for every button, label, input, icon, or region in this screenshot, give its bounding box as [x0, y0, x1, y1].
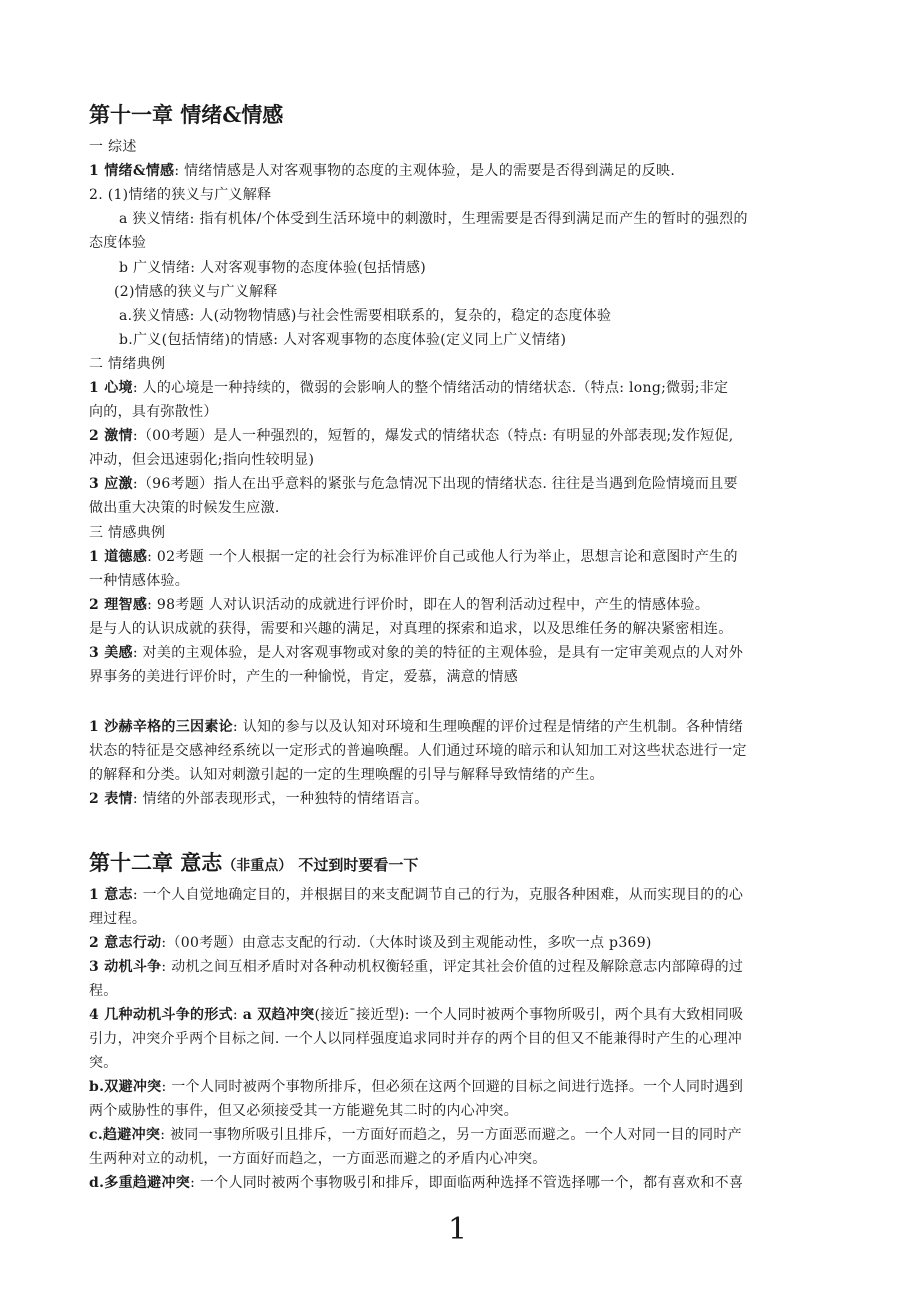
paragraph	[89, 885, 743, 905]
section-heading: 三 情感典例	[89, 525, 166, 541]
term-label: 3 应激	[89, 476, 133, 492]
term-label: 1 沙赫辛格的三因素论	[89, 719, 233, 735]
chapter-12-note2: 不过到时要看一下	[298, 856, 419, 874]
paragraph	[89, 378, 728, 398]
term-label: 2 表情	[89, 791, 133, 807]
term-label: 2 理智感	[89, 597, 148, 613]
term-label: 1 情绪&情感	[89, 163, 175, 179]
page-number: 1	[448, 1212, 468, 1247]
paragraph: 生两种对立的动机，一方面好而趋之，一方面恶而避之的矛盾内心冲突。	[89, 1151, 547, 1167]
paragraph: (2)情感的狭义与广义解释	[114, 284, 278, 300]
chapter-12-title-text: 第十二章 意志	[89, 850, 223, 875]
section-heading: 二 情绪典例	[89, 356, 166, 372]
paragraph: 界事务的美进行评价时，产生的一种愉悦，肯定，爱慕，满意的情感	[89, 669, 518, 685]
term-text: : 人的心境是一种持续的，微弱的会影响人的整个情绪活动的情绪状态.（特点: long;微弱;非定	[132, 380, 729, 396]
paragraph	[89, 547, 738, 567]
paragraph: 两个威胁性的事件，但又必须接受其一方能避免其二时的内心冲突。	[89, 1103, 518, 1119]
paragraph: 向的，具有弥散性）	[89, 404, 218, 420]
paragraph: 冲动，但会迅速弱化;指向性较明显)	[89, 452, 315, 468]
paragraph: 理过程。	[89, 911, 147, 927]
chapter-12-note: （非重点）	[222, 858, 293, 874]
term-text: : 一个人同时被两个事物所排斥，但必须在这两个回避的目标之间进行选择。一个人同时遇到	[161, 1079, 744, 1095]
term-text: : 情绪的外部表现形式，一种独特的情绪语言。	[132, 791, 429, 807]
term-text: : 98考题 人对认识活动的成就进行评价时，即在人的智利活动过程中，产生的情感体验。	[147, 597, 710, 613]
paragraph	[89, 717, 743, 737]
term-text: (接近¯接近型): 一个人同时被两个事物所吸引，两个具有大致相同吸	[314, 1007, 744, 1023]
paragraph	[89, 474, 738, 494]
term-label: b.双避冲突	[89, 1079, 162, 1095]
paragraph: 态度体验	[89, 235, 147, 251]
paragraph: 突。	[89, 1055, 118, 1071]
term-text: :（96考题）指人在出乎意料的紧张与危急情况下出现的情绪状态. 往往是当遇到危险情境而且要	[132, 476, 738, 492]
paragraph	[89, 933, 652, 953]
term-text: : 情绪情感是人对客观事物的态度的主观体验，是人的需要是否得到满足的反映.	[174, 163, 676, 179]
term-text: : 动机之间互相矛盾时对各种动机权衡轻重，评定其社会价值的过程及解除意志内部障碍的过	[161, 959, 744, 975]
term-label: 1 意志	[89, 887, 133, 903]
term-colon: :	[232, 1007, 243, 1023]
paragraph: 的解释和分类。认知对刺激引起的一定的生理唤醒的引导与解释导致情绪的产生。	[89, 767, 604, 783]
paragraph: 程。	[89, 983, 118, 999]
term-text: :（00考题）是人一种强烈的，短暂的，爆发式的情绪状态（特点: 有明显的外部表现;发作短促,	[132, 428, 734, 444]
term-label: 2 激情	[89, 428, 133, 444]
paragraph	[89, 1173, 743, 1193]
term-label: d.多重趋避冲突	[89, 1175, 191, 1191]
paragraph: 做出重大决策的时候发生应激.	[89, 500, 280, 516]
paragraph	[89, 789, 429, 809]
paragraph: a 狭义情绪: 指有机体/个体受到生活环境中的刺激时，生理需要是否得到满足而产生的暂时的强烈的	[119, 211, 748, 227]
paragraph: 是与人的认识成就的获得，需要和兴趣的满足，对真理的探索和追求，以及思维任务的解决紧密相连。	[89, 621, 733, 637]
term-label: 3 美感	[89, 645, 133, 661]
paragraph: b.广义(包括情绪)的情感: 人对客观事物的态度体验(定义同上广义情绪)	[119, 332, 567, 348]
term-text: :（00考题）由意志支配的行动.（大体时谈及到主观能动性，多吹一点 p369)	[161, 935, 652, 951]
paragraph	[89, 161, 675, 181]
paragraph	[89, 1077, 743, 1097]
term-text: : 02考题 一个人根据一定的社会行为标准评价自己或他人行为举止，思想言论和意图时产生的	[147, 549, 738, 565]
term-label: 2 意志行动	[89, 935, 162, 951]
term-sublabel: a 双趋冲突	[242, 1007, 315, 1023]
paragraph	[89, 1125, 742, 1145]
paragraph: 2. (1)情绪的狭义与广义解释	[89, 187, 272, 203]
paragraph: 状态的特征是交感神经系统以一定形式的普遍唤醒。人们通过环境的暗示和认知加工对这些状态进行一定	[89, 743, 747, 759]
paragraph: 引力，冲突介乎两个目标之间. 一个人以同样强度追求同时并存的两个目的但又不能兼得时产生的心理冲	[89, 1031, 742, 1047]
paragraph	[89, 426, 734, 446]
term-text: : 被同一事物所吸引且排斥，一方面好而趋之，另一方面恶而避之。一个人对同一目的同时产	[160, 1127, 742, 1143]
paragraph	[89, 1005, 743, 1025]
term-text: : 一个人自觉地确定目的，并根据目的来支配调节自己的行为，克服各种困难，从而实现目的的心	[132, 887, 744, 903]
term-label: 1 道德感	[89, 549, 148, 565]
chapter-12-title	[89, 847, 418, 877]
paragraph	[89, 957, 743, 977]
paragraph: 一种情感体验。	[89, 573, 190, 589]
term-text: : 一个人同时被两个事物吸引和排斥，即面临两种选择不管选择哪一个，都有喜欢和不喜	[190, 1175, 744, 1191]
term-label: c.趋避冲突	[89, 1127, 161, 1143]
paragraph	[89, 643, 743, 663]
paragraph: a.狭义情感: 人(动物物情感)与社会性需要相联系的，复杂的，稳定的态度体验	[119, 308, 612, 324]
term-text: : 认知的参与以及认知对环境和生理唤醒的评价过程是情绪的产生机制。各种情绪	[232, 719, 744, 735]
chapter-11-title: 第十一章 情绪&情感	[89, 102, 284, 127]
term-text: : 对美的主观体验，是人对客观事物或对象的美的特征的主观体验，是具有一定审美观点的人对外	[132, 645, 744, 661]
section-heading: 一 综述	[89, 139, 137, 155]
paragraph	[89, 595, 709, 615]
term-label: 4 几种动机斗争的形式	[89, 1007, 233, 1023]
term-label: 3 动机斗争	[89, 959, 162, 975]
paragraph: b 广义情绪: 人对客观事物的态度体验(包括情感)	[119, 260, 427, 276]
term-label: 1 心境	[89, 380, 133, 396]
